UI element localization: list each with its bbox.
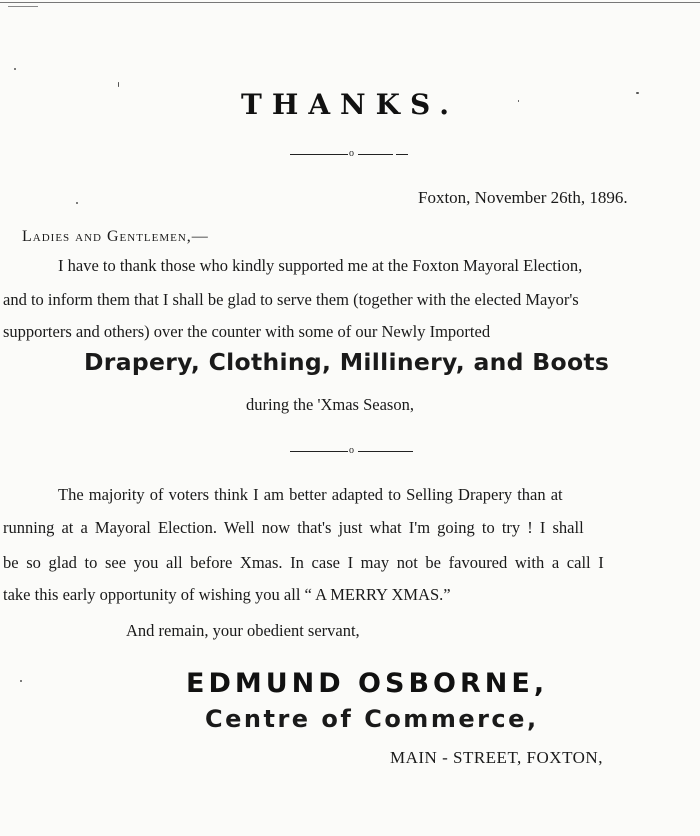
season-line: during the 'Xmas Season,: [246, 395, 414, 414]
print-speck: [118, 82, 119, 87]
paragraph-line: running at a Mayoral Election. Well now that's just what I'm going to try ! I shall: [3, 518, 584, 537]
closing-line: And remain, your obedient servant,: [126, 621, 360, 640]
goods-headline: Drapery, Clothing, Millinery, and Boots: [84, 348, 610, 376]
paragraph-line: The majority of voters think I am better adapted to Selling Drapery than at: [58, 485, 563, 504]
ornament-divider: o: [290, 148, 415, 160]
print-speck: [518, 100, 519, 102]
paragraph-line: and to inform them that I shall be glad to serve them (together with the elected Mayor's: [3, 290, 579, 309]
dateline: Foxton, November 26th, 1896.: [418, 188, 628, 207]
print-speck: [14, 68, 16, 70]
paragraph-line: be so glad to see you all before Xmas. In case I may not be favoured with a call I: [3, 553, 604, 572]
print-speck: [636, 92, 639, 94]
top-rule-short: [8, 6, 38, 7]
business-address: MAIN - STREET, FOXTON,: [390, 748, 603, 767]
salutation: Ladies and Gentlemen,—: [22, 228, 209, 245]
top-rule: [0, 2, 700, 3]
signature-name: EDMUND OSBORNE,: [186, 668, 549, 699]
business-name: Centre of Commerce,: [205, 705, 539, 733]
paragraph-line: I have to thank those who kindly supported me at the Foxton Mayoral Election,: [58, 256, 583, 275]
print-speck: [20, 680, 22, 682]
ornament-divider: o: [290, 445, 415, 457]
paragraph-line: supporters and others) over the counter with some of our Newly Imported: [3, 322, 491, 341]
paragraph-line: take this early opportunity of wishing you all “ A MERRY XMAS.”: [3, 585, 451, 604]
page-title: THANKS.: [241, 88, 459, 121]
print-speck: [76, 202, 78, 204]
